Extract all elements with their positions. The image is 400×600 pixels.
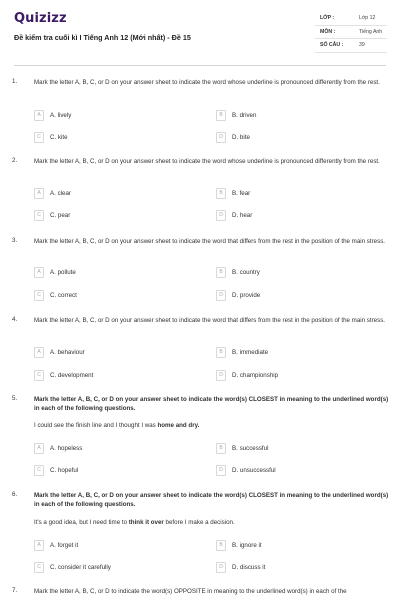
- option-letter-box: B: [216, 267, 226, 278]
- option-letter-box: B: [216, 443, 226, 454]
- question-number: 7.: [12, 587, 18, 594]
- option-letter-box: B: [216, 110, 226, 121]
- question-text: Mark the letter A, B, C, or D on your answer sheet to indicate the word whose underline is pronounced differently from the rest.: [34, 158, 380, 165]
- question-number: 4.: [12, 316, 18, 323]
- question-sentence: [34, 519, 235, 526]
- option-letter-box: C: [34, 210, 44, 221]
- option-letter-box: D: [216, 465, 226, 476]
- question-text: Mark the letter A, B, C, or D on your answer sheet to indicate the word(s) CLOSEST in meaning to the underlined word(s) in each of the following questions.: [34, 492, 389, 508]
- question-number: 3.: [12, 237, 18, 244]
- option-letter-box: A: [34, 267, 44, 278]
- option-text: B. immediate: [232, 348, 269, 356]
- meta-table: [315, 12, 387, 53]
- option-text: D. unsuccessful: [232, 466, 276, 474]
- meta-row-subject: [315, 26, 387, 40]
- document-header: [0, 0, 400, 60]
- option-text: D. championship: [232, 371, 279, 379]
- option-letter-box: B: [216, 540, 226, 551]
- option-text: C. correct: [50, 291, 77, 299]
- option-letter-box: B: [216, 347, 226, 358]
- option-letter-box: A: [34, 110, 44, 121]
- option-text: A. forget it: [50, 541, 79, 549]
- header-divider: [14, 65, 386, 66]
- option-letter-box: D: [216, 370, 226, 381]
- option-text: C. consider it carefully: [50, 563, 111, 571]
- option-text: B. fear: [232, 189, 251, 197]
- meta-value: Lớp 12: [359, 15, 376, 21]
- option-letter-box: C: [34, 465, 44, 476]
- option-text: B. driven: [232, 111, 257, 119]
- question-text: Mark the letter A, B, C, or D to indicate the word(s) OPPOSITE in meaning to the underlined word(s) in each of the: [34, 588, 347, 595]
- meta-value: 39: [359, 42, 365, 48]
- document-title: Đề kiểm tra cuối kì I Tiếng Anh 12 (Mới nhất) - Đề 15: [14, 33, 191, 42]
- option-text: D. hear: [232, 211, 253, 219]
- option-text: B. ignore it: [232, 541, 262, 549]
- question-text: Mark the letter A, B, C, or D on your answer sheet to indicate the word whose underline is pronounced differently from the rest.: [34, 79, 380, 86]
- meta-value: Tiếng Anh: [359, 28, 383, 35]
- sentence-highlight: think it over: [128, 519, 164, 526]
- sentence-highlight: home and dry.: [157, 422, 200, 429]
- quizizz-logo: Quizizz: [14, 11, 67, 26]
- option-letter-box: D: [216, 210, 226, 221]
- option-letter-box: A: [34, 540, 44, 551]
- meta-row-class: [315, 12, 387, 26]
- option-letter-box: B: [216, 188, 226, 199]
- question-text: Mark the letter A, B, C, or D on your answer sheet to indicate the word(s) CLOSEST in meaning to the underlined word(s) in each of the following questions.: [34, 396, 389, 412]
- meta-key: MÔN :: [320, 28, 336, 35]
- question-text: Mark the letter A, B, C, or D on your answer sheet to indicate the word that differs from the rest in the position of the main stress.: [34, 317, 386, 324]
- option-letter-box: A: [34, 443, 44, 454]
- option-text: A. behaviour: [50, 348, 85, 356]
- meta-key: LỚP :: [320, 15, 335, 21]
- question-sentence: [34, 422, 199, 429]
- option-text: B. country: [232, 268, 260, 276]
- option-text: A. clear: [50, 189, 71, 197]
- question-number: 2.: [12, 157, 18, 164]
- option-text: D. bite: [232, 133, 250, 141]
- option-letter-box: C: [34, 290, 44, 301]
- option-letter-box: C: [34, 370, 44, 381]
- option-letter-box: C: [34, 562, 44, 573]
- meta-key: SỐ CÂU :: [320, 42, 344, 48]
- option-letter-box: A: [34, 188, 44, 199]
- option-letter-box: D: [216, 132, 226, 143]
- option-text: C. pear: [50, 211, 71, 219]
- question-text: Mark the letter A, B, C, or D on your answer sheet to indicate the word that differs from the rest in the position of the main stress.: [34, 238, 386, 245]
- option-text: C. kite: [50, 133, 68, 141]
- question-number: 1.: [12, 78, 18, 85]
- option-text: A. lively: [50, 111, 72, 119]
- sentence-text: before I make a decision.: [163, 519, 235, 526]
- option-letter-box: D: [216, 562, 226, 573]
- option-text: C. hopeful: [50, 466, 79, 474]
- sentence-text: I could see the finish line and I thought I was: [34, 422, 158, 429]
- option-letter-box: A: [34, 347, 44, 358]
- option-text: A. hopeless: [50, 444, 83, 452]
- sentence-text: It's a good idea, but I need time to: [34, 519, 129, 526]
- option-letter-box: C: [34, 132, 44, 143]
- option-text: D. provide: [232, 291, 261, 299]
- meta-row-count: [315, 39, 387, 53]
- option-text: C. development: [50, 371, 94, 379]
- option-text: A. pollute: [50, 268, 76, 276]
- question-number: 5.: [12, 395, 18, 402]
- option-letter-box: D: [216, 290, 226, 301]
- option-text: B. successful: [232, 444, 269, 452]
- question-number: 6.: [12, 491, 18, 498]
- option-text: D. discuss it: [232, 563, 266, 571]
